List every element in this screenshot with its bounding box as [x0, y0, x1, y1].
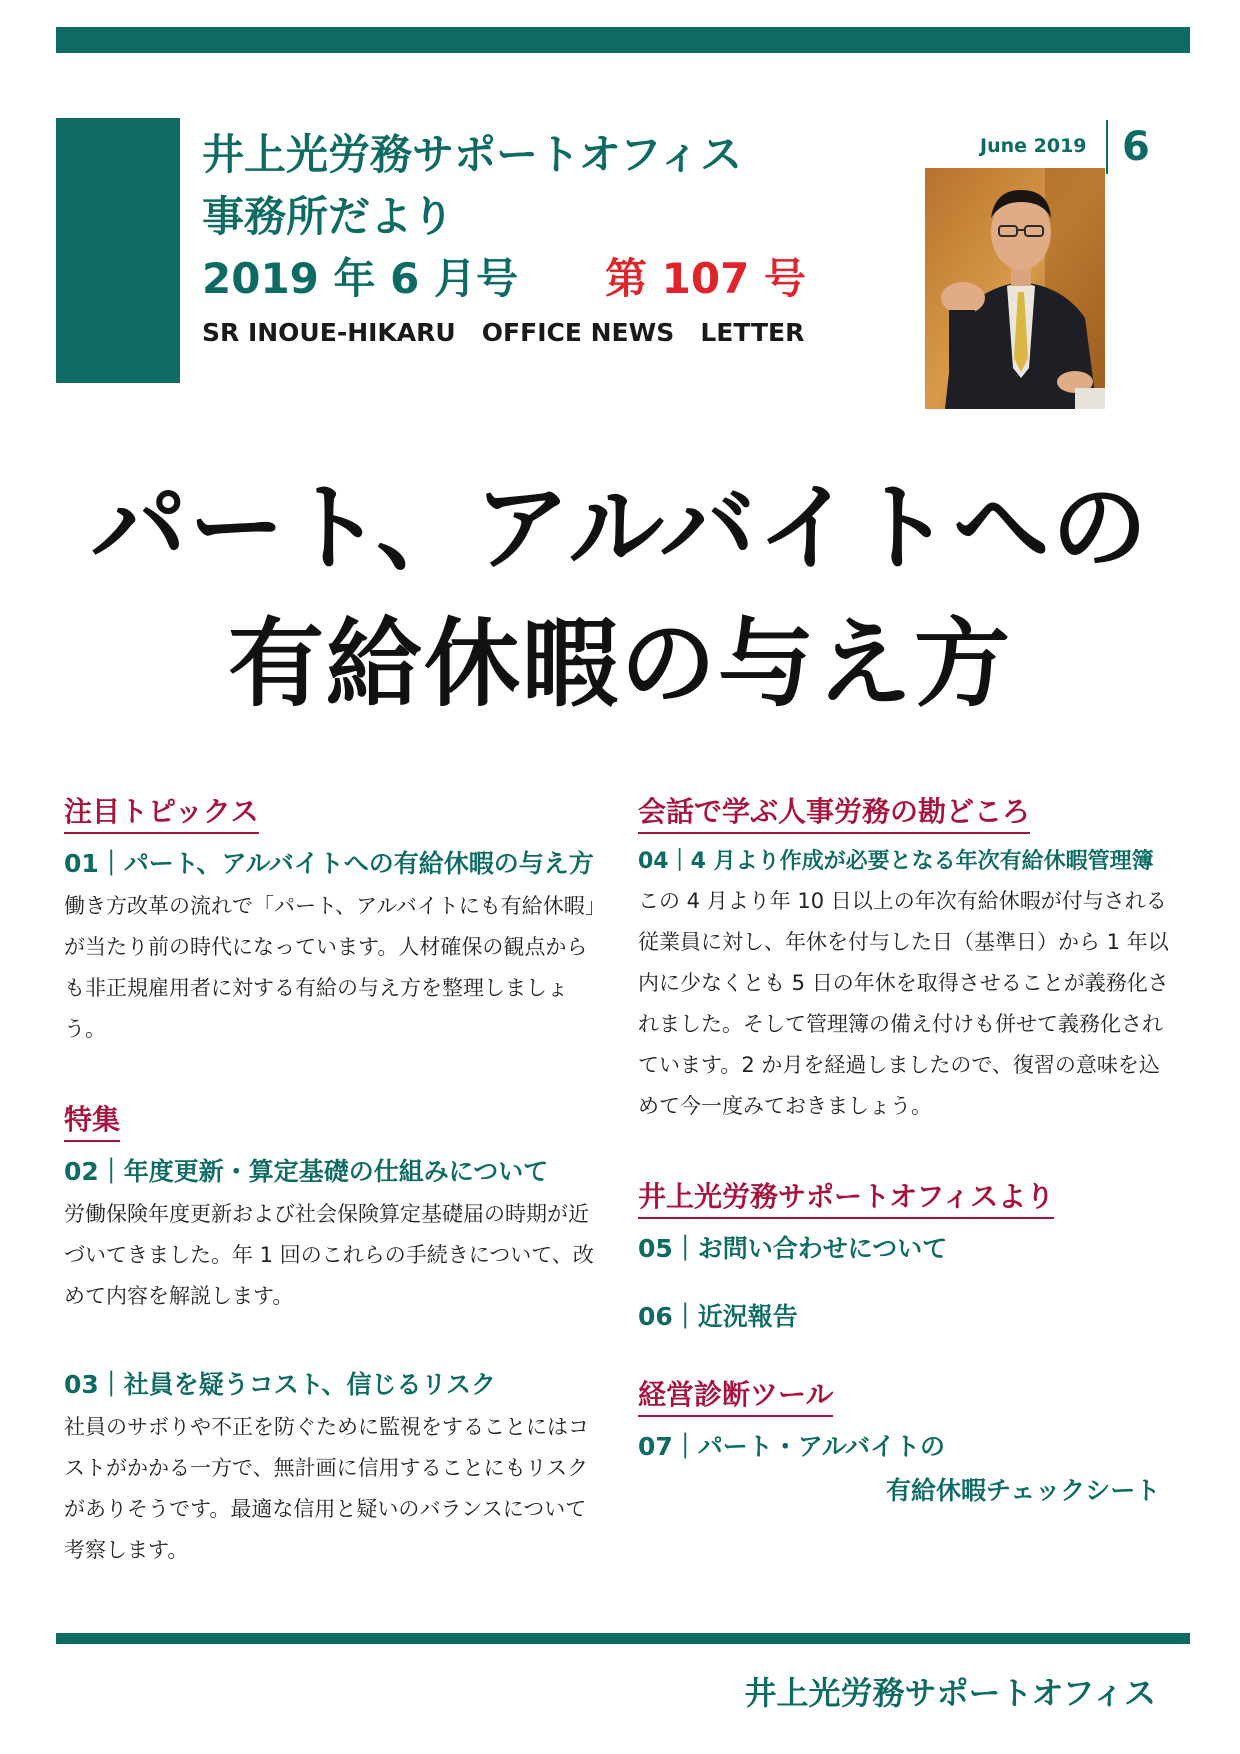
- date-divider: [1106, 120, 1108, 174]
- article-04-body: この 4 月より年 10 日以上の年次有給休暇が付与される従業員に対し、年休を付与した日（基準日）から 1 年以内に少なくとも 5 日の年休を取得させることが義務化されました。そして管理簿の備え付けも併せて義務化されています。2 か月を経過しましたので、復習の意味を込めて今一度みておきましょう。: [638, 889, 1169, 1118]
- headline-line-2: 有給休暇の与え方: [228, 608, 1012, 720]
- newsletter-name: 事務所だより: [202, 192, 455, 241]
- header-side-block: [56, 118, 180, 383]
- article-07-title: 07｜パート・アルバイトの: [638, 1432, 946, 1461]
- issue-date: 2019 年 6 月号: [202, 254, 518, 303]
- section-heading-tool: 経営診断ツール: [638, 1373, 833, 1417]
- issue-number: 第 107 号: [605, 254, 806, 303]
- article-03-title: 03｜社員を疑うコスト、信じるリスク: [64, 1370, 497, 1399]
- article-06-title: 06｜近況報告: [638, 1302, 798, 1331]
- month-number: 6: [1122, 124, 1150, 170]
- man-in-suit-icon: [925, 168, 1105, 409]
- article-01-title: 01｜パート、アルバイトへの有給休暇の与え方: [64, 849, 594, 878]
- section-heading-topics: 注目トピックス: [64, 790, 259, 834]
- headline-line-1: パート、アルバイトへの: [90, 472, 1150, 584]
- article-03-body: 社員のサボりや不正を防ぐために監視をすることにはコストがかかる一方で、無計画に信用することにもリスクがありそうです。最適な信用と疑いのバランスについて考察します。: [64, 1415, 589, 1562]
- bottom-band: [56, 1633, 1190, 1644]
- right-column: [638, 790, 1178, 1513]
- portrait-photo: [925, 168, 1105, 409]
- date-label: June 2019: [980, 135, 1087, 157]
- article-04-title: 04｜4 月より作成が必要となる年次有給休暇管理簿: [638, 849, 1154, 874]
- office-name: 井上光労務サポートオフィス: [202, 130, 743, 179]
- english-title: SR INOUE-HIKARU OFFICE NEWS LETTER: [202, 318, 805, 347]
- article-01-body: 働き方改革の流れで「パート、アルバイトにも有給休暇」が当たり前の時代になっています。人材確保の観点からも非正規雇用者に対する有給の与え方を整理しましょう。: [64, 894, 596, 1041]
- section-heading-office: 井上光労務サポートオフィスより: [638, 1175, 1054, 1219]
- section-heading-feature: 特集: [64, 1098, 120, 1142]
- left-column: [64, 790, 604, 1571]
- footer-office-name: 井上光労務サポートオフィス: [744, 1674, 1156, 1712]
- top-band: [56, 27, 1190, 53]
- article-07-title-line-2: 有給休暇チェックシート: [886, 1476, 1161, 1505]
- section-heading-conversation: 会話で学ぶ人事労務の勘どころ: [638, 790, 1030, 834]
- article-02-title: 02｜年度更新・算定基礎の仕組みについて: [64, 1157, 549, 1186]
- article-05-title: 05｜お問い合わせについて: [638, 1234, 948, 1263]
- article-02-body: 労働保険年度更新および社会保険算定基礎届の時期が近づいてきました。年 1 回のこれらの手続きについて、改めて内容を解説します。: [64, 1202, 594, 1308]
